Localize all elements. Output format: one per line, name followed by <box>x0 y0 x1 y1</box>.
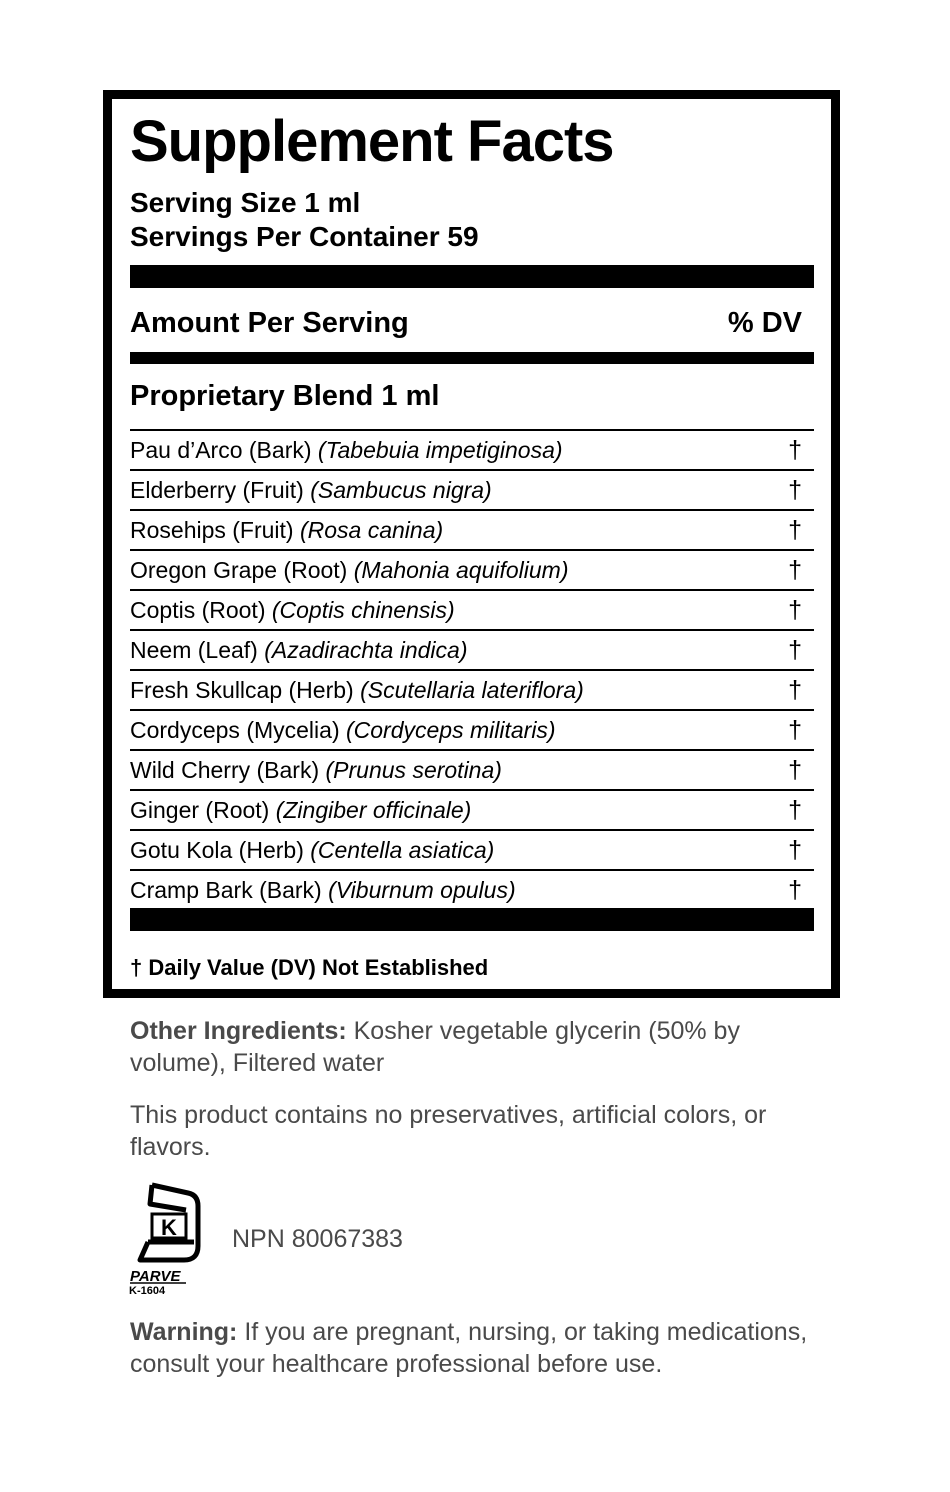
dv-dagger: † <box>788 756 802 784</box>
ingredient-latin-name: (Mahonia aquifolium) <box>353 557 569 583</box>
ingredient-name: Pau d’Arco (Bark) <box>130 437 318 463</box>
dv-dagger: † <box>788 876 802 904</box>
ingredient-latin-name: (Scutellaria lateriflora) <box>360 677 584 703</box>
kosher-parve-icon <box>128 1180 204 1296</box>
ingredient-name: Gotu Kola (Herb) <box>130 837 311 863</box>
dv-dagger: † <box>788 596 802 624</box>
ingredient-name: Elderberry (Fruit) <box>130 477 311 503</box>
ingredient-name: Ginger (Root) <box>130 797 276 823</box>
servings-per-container: Servings Per Container 59 <box>130 221 479 252</box>
other-ingredients-text: Kosher vegetable glycerin (50% by volume), Filtered water <box>130 1017 740 1077</box>
dv-dagger: † <box>788 716 802 744</box>
ingredient-latin-name: (Zingiber officinale) <box>275 797 472 823</box>
npn-number: NPN 80067383 <box>232 1225 403 1253</box>
warning-statement <box>130 1316 810 1380</box>
ingredient-row <box>130 831 814 871</box>
ingredient-name: Coptis (Root) <box>130 597 272 623</box>
ingredient-latin-name: (Centella asiatica) <box>310 837 495 863</box>
ingredient-name: Cramp Bark (Bark) <box>130 877 329 903</box>
kosher-parve-label: PARVE <box>130 1268 181 1285</box>
ingredient-name: Wild Cherry (Bark) <box>130 757 326 783</box>
supplement-facts-panel <box>103 90 840 998</box>
other-ingredients-label: Other Ingredients: <box>130 1017 347 1045</box>
ingredient-row <box>130 591 814 631</box>
ingredient-name: Cordyceps (Mycelia) <box>130 717 346 743</box>
ingredient-name: Fresh Skullcap (Herb) <box>130 677 361 703</box>
dv-dagger: † <box>788 676 802 704</box>
ingredient-name: Oregon Grape (Root) <box>130 557 354 583</box>
dv-footnote: † Daily Value (DV) Not Established <box>130 955 489 980</box>
thick-divider-bottom <box>130 908 814 931</box>
ingredient-latin-name: (Rosa canina) <box>299 517 444 543</box>
ingredient-latin-name: (Viburnum opulus) <box>328 877 516 903</box>
other-ingredients <box>130 1015 810 1079</box>
dv-dagger: † <box>788 796 802 824</box>
warning-label: Warning: <box>130 1318 238 1346</box>
ingredient-latin-name: (Tabebuia impetiginosa) <box>317 437 563 463</box>
ingredient-list <box>130 429 814 911</box>
dv-dagger: † <box>788 436 802 464</box>
ingredient-row <box>130 871 814 911</box>
ingredient-latin-name: (Cordyceps militaris) <box>346 717 556 743</box>
ingredient-name: Neem (Leaf) <box>130 637 265 663</box>
dv-header: % DV <box>727 307 802 339</box>
ingredient-row <box>130 791 814 831</box>
ingredient-latin-name: (Coptis chinensis) <box>271 597 455 623</box>
ingredient-row <box>130 431 814 471</box>
kosher-letter: K <box>161 1215 177 1240</box>
thick-divider <box>130 265 814 288</box>
panel-title: Supplement Facts <box>130 109 614 174</box>
warning-text: If you are pregnant, nursing, or taking medications, consult your healthcare professional before use. <box>130 1318 808 1378</box>
ingredient-row <box>130 511 814 551</box>
no-preservatives-statement: This product contains no preservatives, artificial colors, or flavors. <box>130 1101 767 1161</box>
dv-dagger: † <box>788 516 802 544</box>
ingredient-row <box>130 711 814 751</box>
ingredient-row <box>130 751 814 791</box>
medium-divider <box>130 352 814 364</box>
ingredient-row <box>130 671 814 711</box>
dv-dagger: † <box>788 556 802 584</box>
ingredient-latin-name: (Azadirachta indica) <box>264 637 468 663</box>
dv-dagger: † <box>788 476 802 504</box>
serving-size: Serving Size 1 ml <box>130 187 361 218</box>
dv-dagger: † <box>788 836 802 864</box>
dv-dagger: † <box>788 636 802 664</box>
ingredient-latin-name: (Prunus serotina) <box>325 757 502 783</box>
ingredient-latin-name: (Sambucus nigra) <box>310 477 492 503</box>
ingredient-name: Rosehips (Fruit) <box>130 517 300 543</box>
amount-per-serving-label: Amount Per Serving <box>130 307 409 339</box>
kosher-code: K-1604 <box>129 1285 166 1296</box>
ingredient-row <box>130 471 814 511</box>
ingredient-row <box>130 631 814 671</box>
ingredient-row <box>130 551 814 591</box>
proprietary-blend-heading: Proprietary Blend 1 ml <box>130 380 440 412</box>
